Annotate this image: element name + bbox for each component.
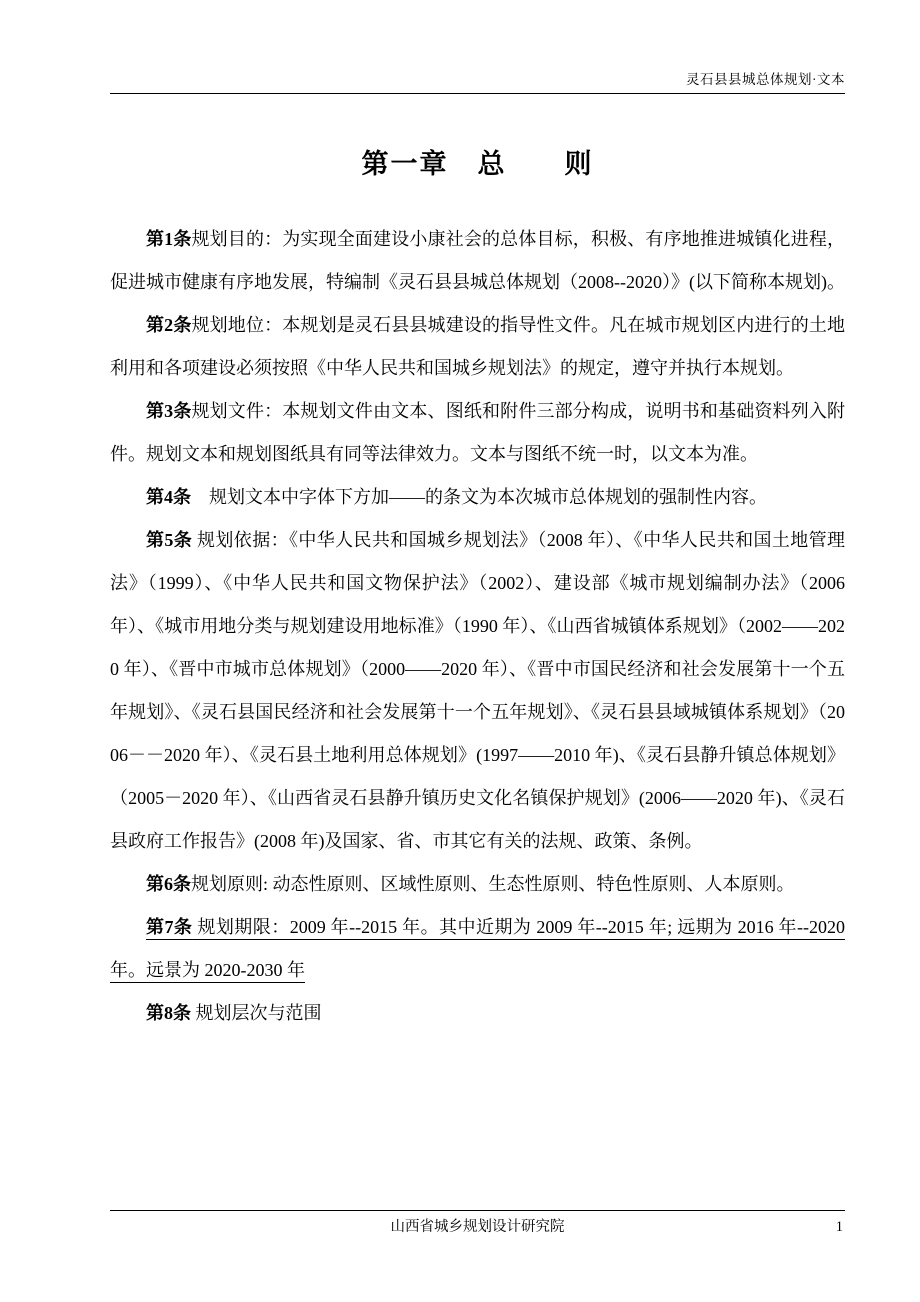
article-number: 第5条 — [146, 530, 193, 550]
article-paragraph — [110, 519, 845, 863]
article-number: 第3条 — [146, 401, 192, 421]
article-text: 规划层次与范围 — [191, 1003, 322, 1023]
article-text: 规划目的：为实现全面建设小康社会的总体目标，积极、有序地推进城镇化进程，促进城市健康有序地发展，特编制《灵石县县城总体规划（2008--2020）》(以下简称本规划)。 — [110, 229, 846, 292]
article-paragraph — [110, 476, 845, 519]
article-number: 第6条 — [146, 874, 191, 894]
article-paragraph-mandatory — [110, 906, 845, 992]
article-text: 规划文件：本规划文件由文本、图纸和附件三部分构成，说明书和基础资料列入附件。规划文本和规划图纸具有同等法律效力。文本与图纸不统一时，以文本为准。 — [110, 401, 846, 464]
page-number: 1 — [835, 1219, 843, 1235]
article-paragraph — [110, 863, 845, 906]
chapter-title: 第一章 总 则 — [361, 149, 594, 179]
article-text: 规划原则: 动态性原则、区域性原则、生态性原则、特色性原则、人本原则。 — [191, 874, 795, 894]
article-number: 第8条 — [146, 1003, 191, 1023]
article-text: 规划期限：2009 年--2015 年。其中近期为 2009 年--2015 年; 远期为 2016 年--2020 年。远景为 2020-2030 年 — [110, 917, 845, 980]
header-title: 灵石县县城总体规划·文本 — [686, 72, 845, 87]
article-text: 规划地位：本规划是灵石县县城建设的指导性文件。凡在城市规划区内进行的土地利用和各项建设必须按照《中华人民共和国城乡规划法》的规定，遵守并执行本规划。 — [110, 315, 846, 378]
article-paragraph — [110, 218, 845, 304]
article-paragraph — [110, 390, 845, 476]
header-rule — [110, 93, 845, 94]
article-number: 第7条 — [146, 917, 193, 937]
article-number: 第1条 — [146, 229, 192, 249]
article-text: 规划文本中字体下方加——的条文为本次城市总体规划的强制性内容。 — [191, 487, 767, 507]
article-text: 规划依据：《中华人民共和国城乡规划法》（2008 年）、《中华人民共和国土地管理法》（1999）、《中华人民共和国文物保护法》（2002）、建设部《城市规划编制办法》（2006 年）、《城市用地分类与规划建设用地标准》（1990 年）、《山西省城镇体系规划》（2002——2020 年）、《晋中市城市总体规划》（2000——2020 年）、《晋中市国民经济和社会发展第十一个五年规划》、《灵石县国民经济和社会发展第十一个五年规划》、《灵石县县域城镇体系规划》（2006－－2020 年）、《灵石县土地利用总体规划》(1997——2010 年)、《灵石县静升镇总体规划》（2005－2020 年）、《山西省灵石县静升镇历史文化名镇保护规划》(2006——2020 年)、《灵石县政府工作报告》(2008 年)及国家、省、市其它有关的法规、政策、条例。 — [110, 530, 845, 851]
article-number: 第2条 — [146, 315, 192, 335]
article-paragraph — [110, 992, 845, 1035]
article-paragraph — [110, 304, 845, 390]
document-content — [110, 146, 845, 1035]
page-header — [110, 68, 845, 94]
document-body — [110, 218, 845, 1035]
footer-organization: 山西省城乡规划设计研究院 — [390, 1219, 565, 1235]
page-footer — [110, 1210, 845, 1237]
article-number: 第4条 — [146, 487, 191, 507]
footer-row — [110, 1217, 845, 1237]
